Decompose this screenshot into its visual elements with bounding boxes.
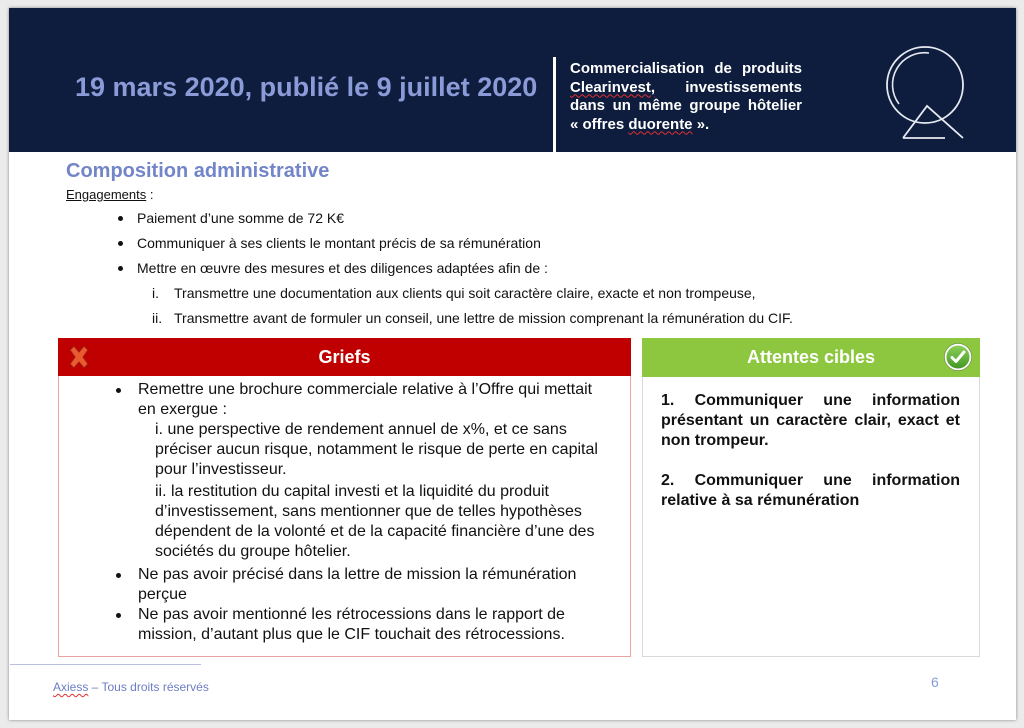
grief-item bbox=[59, 380, 630, 420]
engagement-item bbox=[118, 234, 541, 252]
grief-subitem bbox=[59, 420, 630, 480]
attente-item: 2. Communiquer une information relative à sa rémunération bbox=[661, 472, 960, 509]
summary-text: dans un même groupe hôtelier bbox=[570, 97, 802, 114]
page-number: 6 bbox=[931, 674, 939, 690]
summary-text: Commercialisation de produits bbox=[570, 60, 802, 77]
slide bbox=[9, 8, 1016, 720]
engagement-text: Paiement d’une somme de 72 K€ bbox=[137, 210, 345, 226]
engagements-heading bbox=[66, 187, 153, 203]
griefs-header bbox=[58, 338, 631, 376]
roman-numeral-marker: ii. bbox=[152, 310, 163, 326]
grief-line: dépendent de la volonté et de la capacité financière d’une des bbox=[155, 523, 595, 540]
grief-subitem bbox=[59, 482, 630, 562]
grief-line: préciser aucun risque, notamment le risque de perte en capital bbox=[155, 441, 598, 458]
section-title: Composition administrative bbox=[66, 160, 330, 182]
bullet-dot bbox=[118, 266, 123, 271]
grief-line: d’investissement, sans mentionner que de telles hypothèses bbox=[155, 503, 582, 520]
grief-line: mission, d’autant plus que le CIF touchait des rétrocessions. bbox=[138, 626, 565, 643]
cross-icon bbox=[66, 344, 92, 370]
summary-text: « offres bbox=[570, 115, 629, 133]
attentes-header bbox=[642, 338, 980, 377]
wheel-logo-icon bbox=[879, 38, 989, 152]
engagement-text: Communiquer à ses clients le montant précis de sa rémunération bbox=[137, 235, 541, 251]
griefs-panel bbox=[58, 338, 631, 657]
attentes-body bbox=[642, 377, 980, 657]
grief-line: en exergue : bbox=[138, 401, 227, 418]
attentes-panel bbox=[642, 338, 980, 657]
grief-line: pour l’investisseur. bbox=[155, 461, 287, 478]
header-divider bbox=[553, 57, 556, 152]
grief-line: i. une perspective de rendement annuel de x%, et ce sans bbox=[155, 421, 567, 438]
attente-item: 1. Communiquer une information présentant un caractère clair, exact et non trompeur. bbox=[661, 392, 960, 449]
engagement-subitem-text: Transmettre une documentation aux clients qui soit caractère claire, exacte et non trompeuse, bbox=[174, 285, 756, 301]
spellcheck-marked-word: Clearinvest, bbox=[570, 78, 656, 96]
grief-item bbox=[59, 605, 630, 645]
bullet-dot bbox=[116, 573, 121, 578]
summary-text: investissements bbox=[685, 78, 802, 96]
engagement-subitem bbox=[152, 284, 756, 302]
check-circle-icon bbox=[944, 343, 972, 371]
engagement-text: Mettre en œuvre des mesures et des diligences adaptées afin de : bbox=[137, 260, 548, 276]
bullet-dot bbox=[118, 241, 123, 246]
bullet-dot bbox=[118, 216, 123, 221]
grief-line: Ne pas avoir mentionné les rétrocessions dans le rapport de bbox=[138, 606, 565, 623]
engagements-suffix: : bbox=[146, 187, 154, 202]
roman-numeral-marker: i. bbox=[152, 285, 159, 301]
attentes-title: Attentes cibles bbox=[746, 347, 876, 367]
grief-line: Remettre une brochure commerciale relative à l’Offre qui mettait bbox=[138, 381, 593, 398]
summary-line bbox=[570, 116, 802, 135]
header-summary bbox=[570, 60, 802, 134]
grief-line: ii. la restitution du capital investi et la liquidité du produit bbox=[155, 483, 549, 500]
footer-divider bbox=[10, 664, 201, 665]
griefs-body bbox=[58, 376, 631, 657]
bullet-dot bbox=[116, 613, 121, 618]
summary-line bbox=[570, 60, 802, 79]
engagement-item bbox=[118, 209, 344, 227]
spellcheck-marked-word: duorente bbox=[628, 115, 693, 133]
summary-line bbox=[570, 79, 802, 98]
griefs-title: Griefs bbox=[318, 347, 371, 367]
grief-line: sociétés du groupe hôtelier. bbox=[155, 543, 351, 560]
footer-brand: Axiess bbox=[53, 680, 89, 694]
footer-rights: – Tous droits réservés bbox=[88, 680, 209, 694]
grief-item bbox=[59, 565, 630, 605]
engagement-subitem-text: Transmettre avant de formuler un conseil, une lettre de mission comprenant la rémunération du CIF. bbox=[174, 310, 793, 326]
summary-line bbox=[570, 97, 802, 116]
engagements-label: Engagements bbox=[66, 187, 147, 202]
summary-text: ». bbox=[692, 115, 710, 133]
slide-title: 19 mars 2020, publié le 9 juillet 2020 bbox=[75, 72, 538, 102]
grief-line: Ne pas avoir précisé dans la lettre de mission la rémunération bbox=[138, 566, 577, 583]
engagement-item bbox=[118, 259, 548, 277]
footer-copyright bbox=[53, 680, 209, 694]
bullet-dot bbox=[116, 388, 121, 393]
grief-line: perçue bbox=[138, 586, 187, 603]
slide-header bbox=[9, 8, 1016, 152]
engagement-subitem bbox=[152, 309, 793, 327]
